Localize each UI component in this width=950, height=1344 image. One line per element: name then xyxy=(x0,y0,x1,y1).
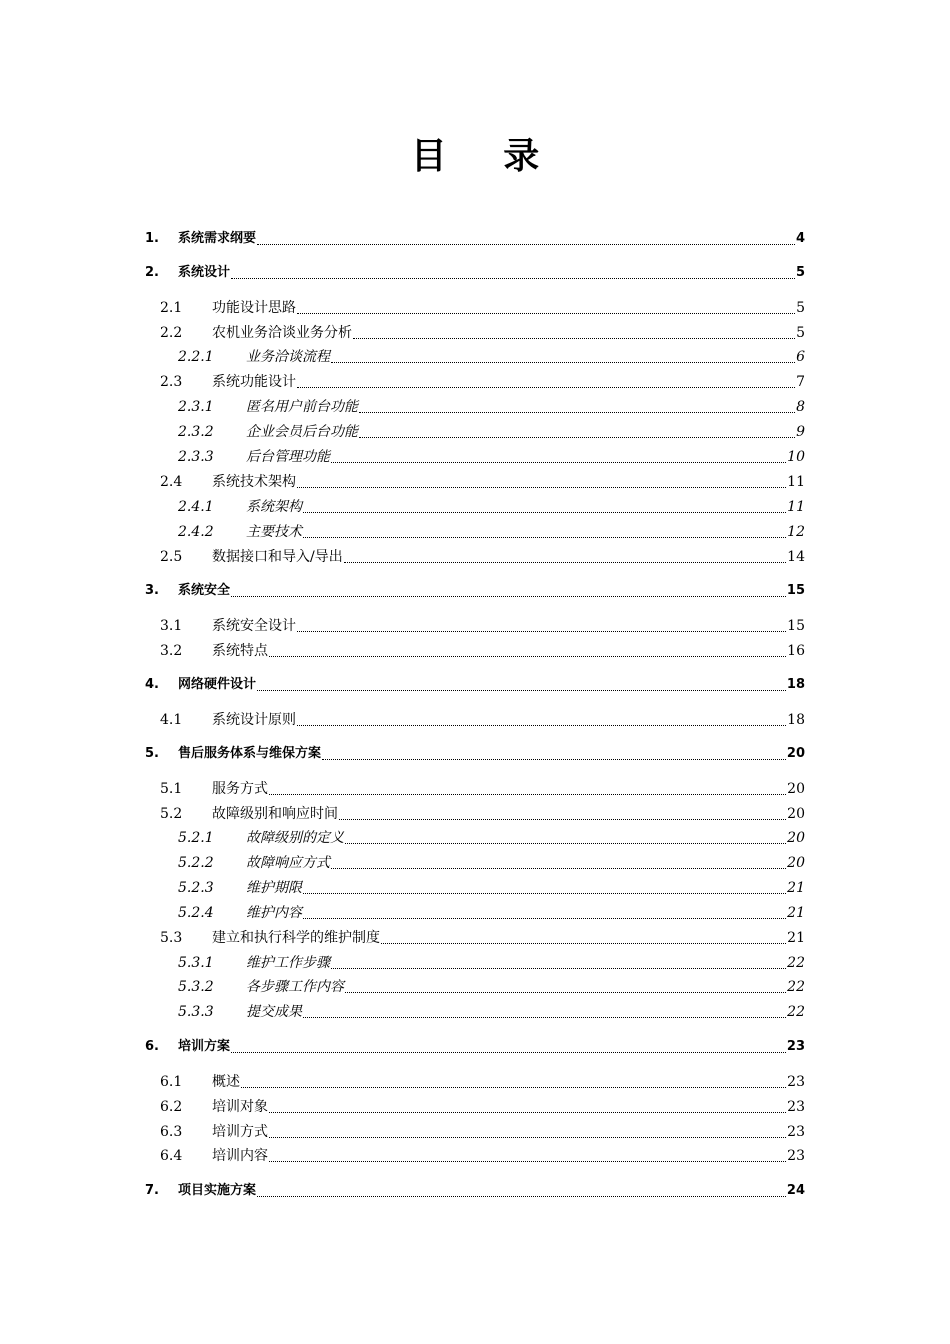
toc-entry[interactable] xyxy=(0,638,950,660)
toc-entry-title: 数据接口和导入/导出 xyxy=(212,549,343,565)
toc-entry-number: 1. xyxy=(145,231,159,246)
toc-entry-number: 2.3.1 xyxy=(178,399,214,415)
toc-entry-title: 培训对象 xyxy=(212,1099,268,1115)
toc-entry[interactable] xyxy=(0,741,950,763)
toc-entry-body xyxy=(178,264,805,282)
toc-entry-title: 匿名用户前台功能 xyxy=(246,399,358,415)
toc-entry-number: 5.2 xyxy=(160,806,183,822)
toc-entry-number: 2.2.1 xyxy=(178,349,214,365)
toc-entry[interactable] xyxy=(0,974,950,996)
toc-entry-title: 网络硬件设计 xyxy=(178,677,257,692)
toc-entry-page: 5 xyxy=(796,300,805,316)
toc-entry-number: 2.4.1 xyxy=(178,499,214,515)
toc-entry[interactable] xyxy=(0,444,950,466)
toc-dot-leader xyxy=(269,794,786,795)
toc-entry-title: 系统设计原则 xyxy=(212,712,296,728)
toc-entry-title: 系统安全设计 xyxy=(212,618,296,634)
toc-entry-page: 18 xyxy=(787,712,805,728)
toc-entry-body xyxy=(212,617,805,635)
toc-entry[interactable] xyxy=(0,1034,950,1056)
toc-entry-title: 培训方式 xyxy=(212,1124,268,1140)
toc-entry-page: 9 xyxy=(796,424,805,440)
toc-entry-page: 8 xyxy=(796,399,805,415)
toc-dot-leader xyxy=(231,596,786,597)
toc-entry-title: 建立和执行科学的维护制度 xyxy=(212,930,380,946)
toc-entry[interactable] xyxy=(0,419,950,441)
toc-entry-body xyxy=(246,854,805,872)
toc-dot-leader xyxy=(345,843,786,844)
toc-entry-title: 维护内容 xyxy=(246,905,302,921)
toc-entry-number: 3.2 xyxy=(160,643,183,659)
toc-entry-page: 20 xyxy=(787,806,805,822)
toc-entry-body xyxy=(178,1038,805,1056)
toc-entry-body xyxy=(246,448,805,466)
toc-entry-title: 故障响应方式 xyxy=(246,855,330,871)
toc-dot-leader xyxy=(303,1017,786,1018)
toc-entry-body xyxy=(178,676,805,694)
toc-entry-number: 2.4 xyxy=(160,474,183,490)
toc-entry-page: 20 xyxy=(786,746,805,761)
toc-entry-number: 2.3.3 xyxy=(178,449,214,465)
toc-entry-body xyxy=(178,582,805,600)
toc-entry-body xyxy=(246,498,805,516)
toc-entry[interactable] xyxy=(0,999,950,1021)
toc-dot-leader xyxy=(331,968,786,969)
toc-entry-body xyxy=(212,373,805,391)
toc-entry[interactable] xyxy=(0,469,950,491)
toc-entry-number: 2.3 xyxy=(160,374,183,390)
toc-entry-page: 22 xyxy=(787,1004,805,1020)
toc-entry-body xyxy=(246,978,805,996)
toc-entry-number: 5.1 xyxy=(160,781,183,797)
toc-entry-number: 5. xyxy=(145,746,159,761)
toc-entry[interactable] xyxy=(0,226,950,248)
toc-dot-leader xyxy=(345,992,786,993)
toc-entry-body xyxy=(246,398,805,416)
toc-entry-page: 16 xyxy=(787,643,805,659)
toc-entry-body xyxy=(212,1098,805,1116)
toc-entry-body xyxy=(246,523,805,541)
toc-entry-number: 2.2 xyxy=(160,325,183,341)
toc-dot-leader xyxy=(344,562,786,563)
toc-entry-page: 21 xyxy=(787,880,805,896)
toc-entry-number: 3.1 xyxy=(160,618,183,634)
toc-entry-number: 2.1 xyxy=(160,300,183,316)
toc-entry[interactable] xyxy=(0,519,950,541)
toc-entry[interactable] xyxy=(0,369,950,391)
toc-entry-page: 23 xyxy=(787,1148,805,1164)
toc-entry-title: 系统技术架构 xyxy=(212,474,296,490)
toc-entry-page: 5 xyxy=(795,265,805,280)
toc-entry-body xyxy=(212,780,805,798)
toc-entry-body xyxy=(246,879,805,897)
toc-entry-title: 故障级别的定义 xyxy=(246,830,344,846)
toc-entry-page: 20 xyxy=(787,830,805,846)
toc-entry-page: 20 xyxy=(787,855,805,871)
toc-dot-leader xyxy=(303,918,786,919)
toc-entry-body xyxy=(246,1003,805,1021)
toc-entry[interactable] xyxy=(0,1178,950,1200)
toc-entry-title: 提交成果 xyxy=(246,1004,302,1020)
toc-entry-title: 企业会员后台功能 xyxy=(246,424,358,440)
toc-dot-leader xyxy=(339,819,786,820)
toc-entry-body xyxy=(212,473,805,491)
toc-entry-title: 培训内容 xyxy=(212,1148,268,1164)
toc-entry[interactable] xyxy=(0,394,950,416)
toc-entry-title: 农机业务洽谈业务分析 xyxy=(212,325,352,341)
toc-dot-leader xyxy=(353,338,795,339)
toc-entry[interactable] xyxy=(0,801,950,823)
toc-entry-number: 5.3.3 xyxy=(178,1004,214,1020)
toc-entry-page: 18 xyxy=(786,677,805,692)
toc-entry[interactable] xyxy=(0,1094,950,1116)
toc-entry-body xyxy=(178,745,805,763)
toc-entry-title: 系统设计 xyxy=(178,265,231,280)
toc-entry-page: 21 xyxy=(787,905,805,921)
toc-dot-leader xyxy=(359,412,795,413)
toc-entry-number: 6.3 xyxy=(160,1124,183,1140)
toc-dot-leader xyxy=(231,1052,786,1053)
toc-entry-title: 系统特点 xyxy=(212,643,268,659)
toc-dot-leader xyxy=(331,462,786,463)
toc-entry-body xyxy=(246,829,805,847)
toc-entry-title: 各步骤工作内容 xyxy=(246,979,344,995)
toc-entry[interactable] xyxy=(0,850,950,872)
toc-entry-body xyxy=(212,299,805,317)
toc-entry-title: 售后服务体系与维保方案 xyxy=(178,746,322,761)
toc-entry-page: 23 xyxy=(786,1039,805,1054)
toc-entry-body xyxy=(246,423,805,441)
toc-entry[interactable] xyxy=(0,900,950,922)
toc-entry-page: 21 xyxy=(787,930,805,946)
toc-entry-number: 6.1 xyxy=(160,1074,183,1090)
toc-entry-title: 功能设计思路 xyxy=(212,300,296,316)
toc-entry-title: 系统功能设计 xyxy=(212,374,296,390)
toc-entry-title: 概述 xyxy=(212,1074,240,1090)
toc-dot-leader xyxy=(297,387,795,388)
toc-entry-number: 2.3.2 xyxy=(178,424,214,440)
toc-dot-leader xyxy=(303,537,786,538)
toc-entry[interactable] xyxy=(0,925,950,947)
toc-entry-page: 4 xyxy=(795,231,805,246)
toc-dot-leader xyxy=(303,512,786,513)
toc-entry-page: 10 xyxy=(787,449,805,465)
toc-entry-body xyxy=(212,1147,805,1165)
toc-dot-leader xyxy=(297,725,786,726)
toc-dot-leader xyxy=(269,1161,786,1162)
toc-dot-leader xyxy=(297,313,795,314)
toc-entry-body xyxy=(212,642,805,660)
toc-entry-title: 项目实施方案 xyxy=(178,1183,257,1198)
toc-entry-body xyxy=(178,230,805,248)
toc-entry[interactable] xyxy=(0,578,950,600)
toc-dot-leader xyxy=(269,1137,786,1138)
toc-entry-page: 11 xyxy=(787,499,805,515)
toc-entry-body xyxy=(212,929,805,947)
toc-entry-number: 7. xyxy=(145,1183,159,1198)
toc-entry[interactable] xyxy=(0,295,950,317)
toc-entry[interactable] xyxy=(0,494,950,516)
toc-entry-page: 24 xyxy=(786,1183,805,1198)
toc-entry-title: 业务洽谈流程 xyxy=(246,349,330,365)
toc-entry-body xyxy=(246,954,805,972)
toc-entry-title: 系统需求纲要 xyxy=(178,231,257,246)
toc-entry-body xyxy=(178,1182,805,1200)
toc-dot-leader xyxy=(257,690,786,691)
toc-entry[interactable] xyxy=(0,672,950,694)
toc-entry[interactable] xyxy=(0,613,950,635)
toc-dot-leader xyxy=(381,943,786,944)
toc-entry[interactable] xyxy=(0,320,950,342)
toc-entry-title: 培训方案 xyxy=(178,1039,231,1054)
toc-dot-leader xyxy=(331,362,795,363)
toc-entry-page: 7 xyxy=(796,374,805,390)
toc-entry-page: 14 xyxy=(787,549,805,565)
toc-entry-page: 22 xyxy=(787,979,805,995)
toc-dot-leader xyxy=(297,487,786,488)
toc-entry[interactable] xyxy=(0,875,950,897)
toc-entry[interactable] xyxy=(0,707,950,729)
toc-entry[interactable] xyxy=(0,1069,950,1091)
toc-entry-title: 维护期限 xyxy=(246,880,302,896)
toc-entry-body xyxy=(246,904,805,922)
toc-entry-number: 2.4.2 xyxy=(178,524,214,540)
toc-entry-number: 6. xyxy=(145,1039,159,1054)
toc-entry[interactable] xyxy=(0,1143,950,1165)
toc-entry-number: 5.2.2 xyxy=(178,855,214,871)
toc-entry-title: 故障级别和响应时间 xyxy=(212,806,338,822)
toc-entry-page: 22 xyxy=(787,955,805,971)
toc-entry-title: 系统架构 xyxy=(246,499,302,515)
toc-entry-page: 6 xyxy=(796,349,805,365)
toc-entry-body xyxy=(212,1123,805,1141)
toc-entry-body xyxy=(246,348,805,366)
toc-entry-number: 4. xyxy=(145,677,159,692)
toc-dot-leader xyxy=(257,1196,786,1197)
toc-entry-page: 5 xyxy=(796,325,805,341)
toc-entry-number: 5.2.4 xyxy=(178,905,214,921)
toc-entry-page: 15 xyxy=(786,583,805,598)
toc-entry-page: 12 xyxy=(787,524,805,540)
toc-entry-number: 5.3 xyxy=(160,930,183,946)
toc-entry-page: 23 xyxy=(787,1124,805,1140)
toc-entry-number: 6.4 xyxy=(160,1148,183,1164)
toc-entry-number: 5.2.3 xyxy=(178,880,214,896)
toc-entry-page: 23 xyxy=(787,1074,805,1090)
toc-entry-number: 5.2.1 xyxy=(178,830,214,846)
toc-entry-number: 3. xyxy=(145,583,159,598)
toc-entry-page: 15 xyxy=(787,618,805,634)
toc-entry-page: 11 xyxy=(787,474,805,490)
toc-entry-body xyxy=(212,805,805,823)
toc-entry-number: 5.3.2 xyxy=(178,979,214,995)
toc-entry-title: 主要技术 xyxy=(246,524,302,540)
toc-entry-page: 20 xyxy=(787,781,805,797)
toc-entry[interactable] xyxy=(0,1119,950,1141)
toc-dot-leader xyxy=(303,893,786,894)
toc-entry[interactable] xyxy=(0,344,950,366)
toc-entry-title: 后台管理功能 xyxy=(246,449,330,465)
toc-entry-title: 服务方式 xyxy=(212,781,268,797)
toc-dot-leader xyxy=(359,437,795,438)
toc-dot-leader xyxy=(269,656,786,657)
toc-entry-body xyxy=(212,1073,805,1091)
toc-entry-title: 维护工作步骤 xyxy=(246,955,330,971)
toc-entry[interactable] xyxy=(0,825,950,847)
toc-dot-leader xyxy=(257,244,795,245)
toc-entry-number: 2. xyxy=(145,265,159,280)
toc-entry[interactable] xyxy=(0,950,950,972)
toc-entry-number: 2.5 xyxy=(160,549,183,565)
toc-entry[interactable] xyxy=(0,544,950,566)
toc-entry-body xyxy=(212,711,805,729)
toc-entry[interactable] xyxy=(0,776,950,798)
toc-entry-body xyxy=(212,324,805,342)
toc-entry-page: 23 xyxy=(787,1099,805,1115)
toc-dot-leader xyxy=(322,759,786,760)
toc-entry-number: 5.3.1 xyxy=(178,955,214,971)
toc-entry-number: 6.2 xyxy=(160,1099,183,1115)
toc-entry-body xyxy=(212,548,805,566)
toc-entry-title: 系统安全 xyxy=(178,583,231,598)
toc-dot-leader xyxy=(241,1087,786,1088)
toc-dot-leader xyxy=(331,868,786,869)
toc-dot-leader xyxy=(269,1112,786,1113)
toc-entry-number: 4.1 xyxy=(160,712,183,728)
toc-entry[interactable] xyxy=(0,260,950,282)
toc-title: 目 录 xyxy=(410,136,562,177)
toc-dot-leader xyxy=(231,278,795,279)
toc-dot-leader xyxy=(297,631,786,632)
